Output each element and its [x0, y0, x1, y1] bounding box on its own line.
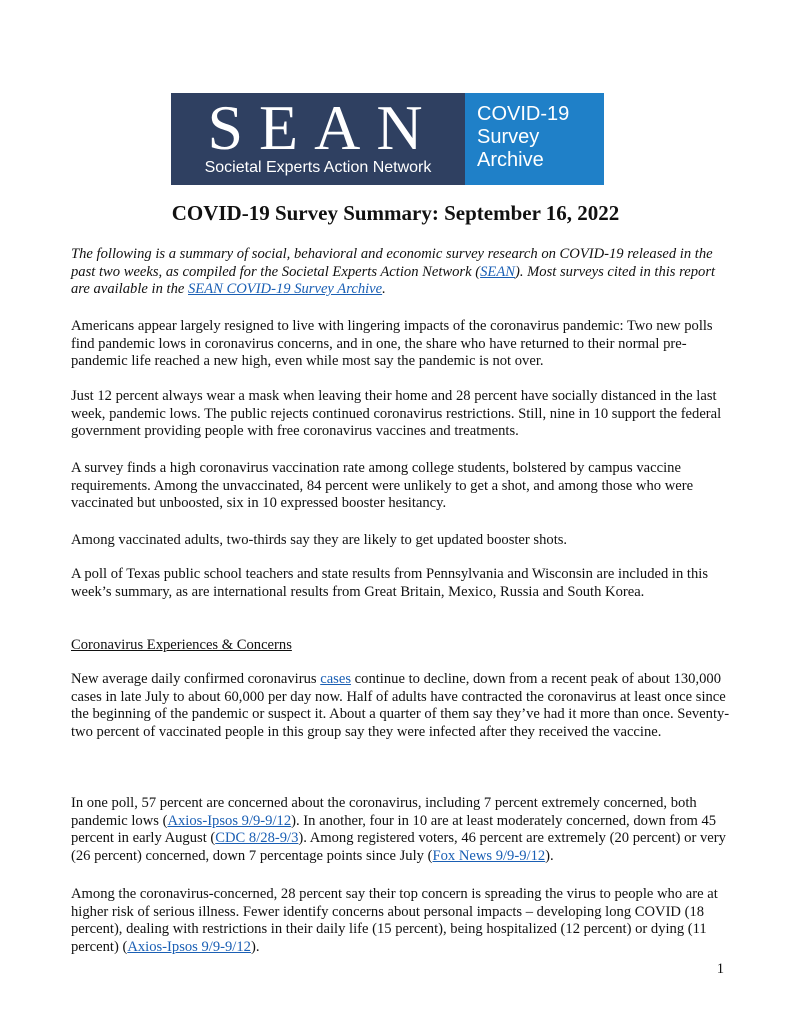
p7-text-2: ). In another, four in 10 are at least moderately concerned, down from 45 percent in early August ( — [71, 812, 717, 846]
fox-news-link[interactable]: Fox News 9/9-9/12 — [432, 847, 546, 864]
p7-text-3: ). Among registered voters, 46 percent are extremely (20 percent) or very (26 percent) concerned, down 7 percentage points since July ( — [71, 830, 726, 864]
p8-text-2: ). — [250, 938, 260, 955]
axios-ipsos-link[interactable]: Axios-Ipsos 9/9-9/12 — [167, 812, 292, 829]
intro-text-2: ). Most surveys cited in this report are available in the — [71, 263, 716, 297]
sean-logo-letters: SEAN — [207, 92, 439, 163]
intro-paragraph — [71, 246, 731, 299]
paragraph-summary-4: Among vaccinated adults, two-thirds say they are likely to get updated booster shots. — [71, 532, 568, 548]
sean-logo-subtitle: Societal Experts Action Network — [204, 159, 432, 176]
archive-logo-line-2: Survey — [477, 126, 540, 148]
paragraph-summary-5: A poll of Texas public school teachers and state results from Pennsylvania and Wisconsin are included in this week’s summary, as are international results from Great Britain, Mexico, Russia and South Korea. — [71, 566, 709, 600]
cases-link[interactable]: cases — [320, 671, 352, 687]
sean-logo-left-panel — [171, 93, 465, 185]
p6-text-1: New average daily confirmed coronavirus — [71, 671, 321, 687]
paragraph-summary-3: A survey finds a high coronavirus vaccination rate among college students, bolstered by campus vaccine requirements. Among the unvaccinated, 84 percent were unlikely to get a shot, and among those who were vaccinated but unboosted, six in 10 expressed booster hesitancy. — [71, 460, 694, 511]
intro-text-1: The following is a summary of social, behavioral and economic survey research on COVID-19 released in the past two weeks, as compiled for the Societal Experts Action Network ( — [71, 246, 713, 280]
p7-text-1: In one poll, 57 percent are concerned about the coronavirus, including 7 percent extremely concerned, both pandemic lows ( — [71, 795, 697, 829]
paragraph-top-concern — [71, 886, 731, 956]
section-heading: Coronavirus Experiences & Concerns — [71, 637, 292, 653]
archive-logo-panel — [465, 93, 604, 185]
page-number: 1 — [716, 961, 724, 977]
p7-text-4: ). — [545, 847, 554, 864]
paragraph-cases — [71, 671, 731, 741]
p6-text-2: continue to decline, down from a recent peak of about 130,000 cases in late July to about 60,000 per day now. Half of adults have contracted the coronavirus at least once since the beginning of the pandemic or suspect it. About a quarter of them say they’ve had it more than once. Seventy-two percent of vaccinated people in this group say they were infected after they received the vaccine. — [71, 671, 730, 740]
cdc-link[interactable]: CDC 8/28-9/3 — [215, 830, 299, 846]
sean-logo — [171, 93, 604, 185]
axios-ipsos-link-2[interactable]: Axios-Ipsos 9/9-9/12 — [127, 938, 251, 955]
paragraph-summary-2: Just 12 percent always wear a mask when leaving their home and 28 percent have socially distanced in the last week, pandemic lows. The public rejects continued coronavirus restrictions. Still, nine in 10 support the federal government providing people with free coronavirus vaccines and treatments. — [71, 388, 722, 439]
paragraph-concern — [71, 795, 731, 865]
archive-logo-line-3: Archive — [477, 149, 544, 171]
document-title: COVID-19 Survey Summary: September 16, 2022 — [171, 201, 620, 225]
p8-text-1: Among the coronavirus-concerned, 28 percent say their top concern is spreading the virus to people who are at higher risk of serious illness. Fewer identify concerns about personal impacts – developing long COVID (18 percent), dealing with restrictions in their daily life (15 percent), being hospitalized (12 percent) or dying (11 percent) ( — [71, 886, 718, 955]
paragraph-summary-1: Americans appear largely resigned to live with lingering impacts of the coronavirus pandemic: Two new polls find pandemic lows in coronavirus concerns, and in one, the share who have returned to their normal pre-pandemic life reached a new high, even while most say the pandemic is not over. — [71, 318, 713, 369]
archive-logo-line-1: COVID-19 — [477, 103, 570, 125]
sean-link[interactable]: SEAN — [480, 263, 515, 280]
intro-text-3: . — [382, 281, 386, 297]
survey-archive-link[interactable]: SEAN COVID-19 Survey Archive — [188, 281, 383, 297]
